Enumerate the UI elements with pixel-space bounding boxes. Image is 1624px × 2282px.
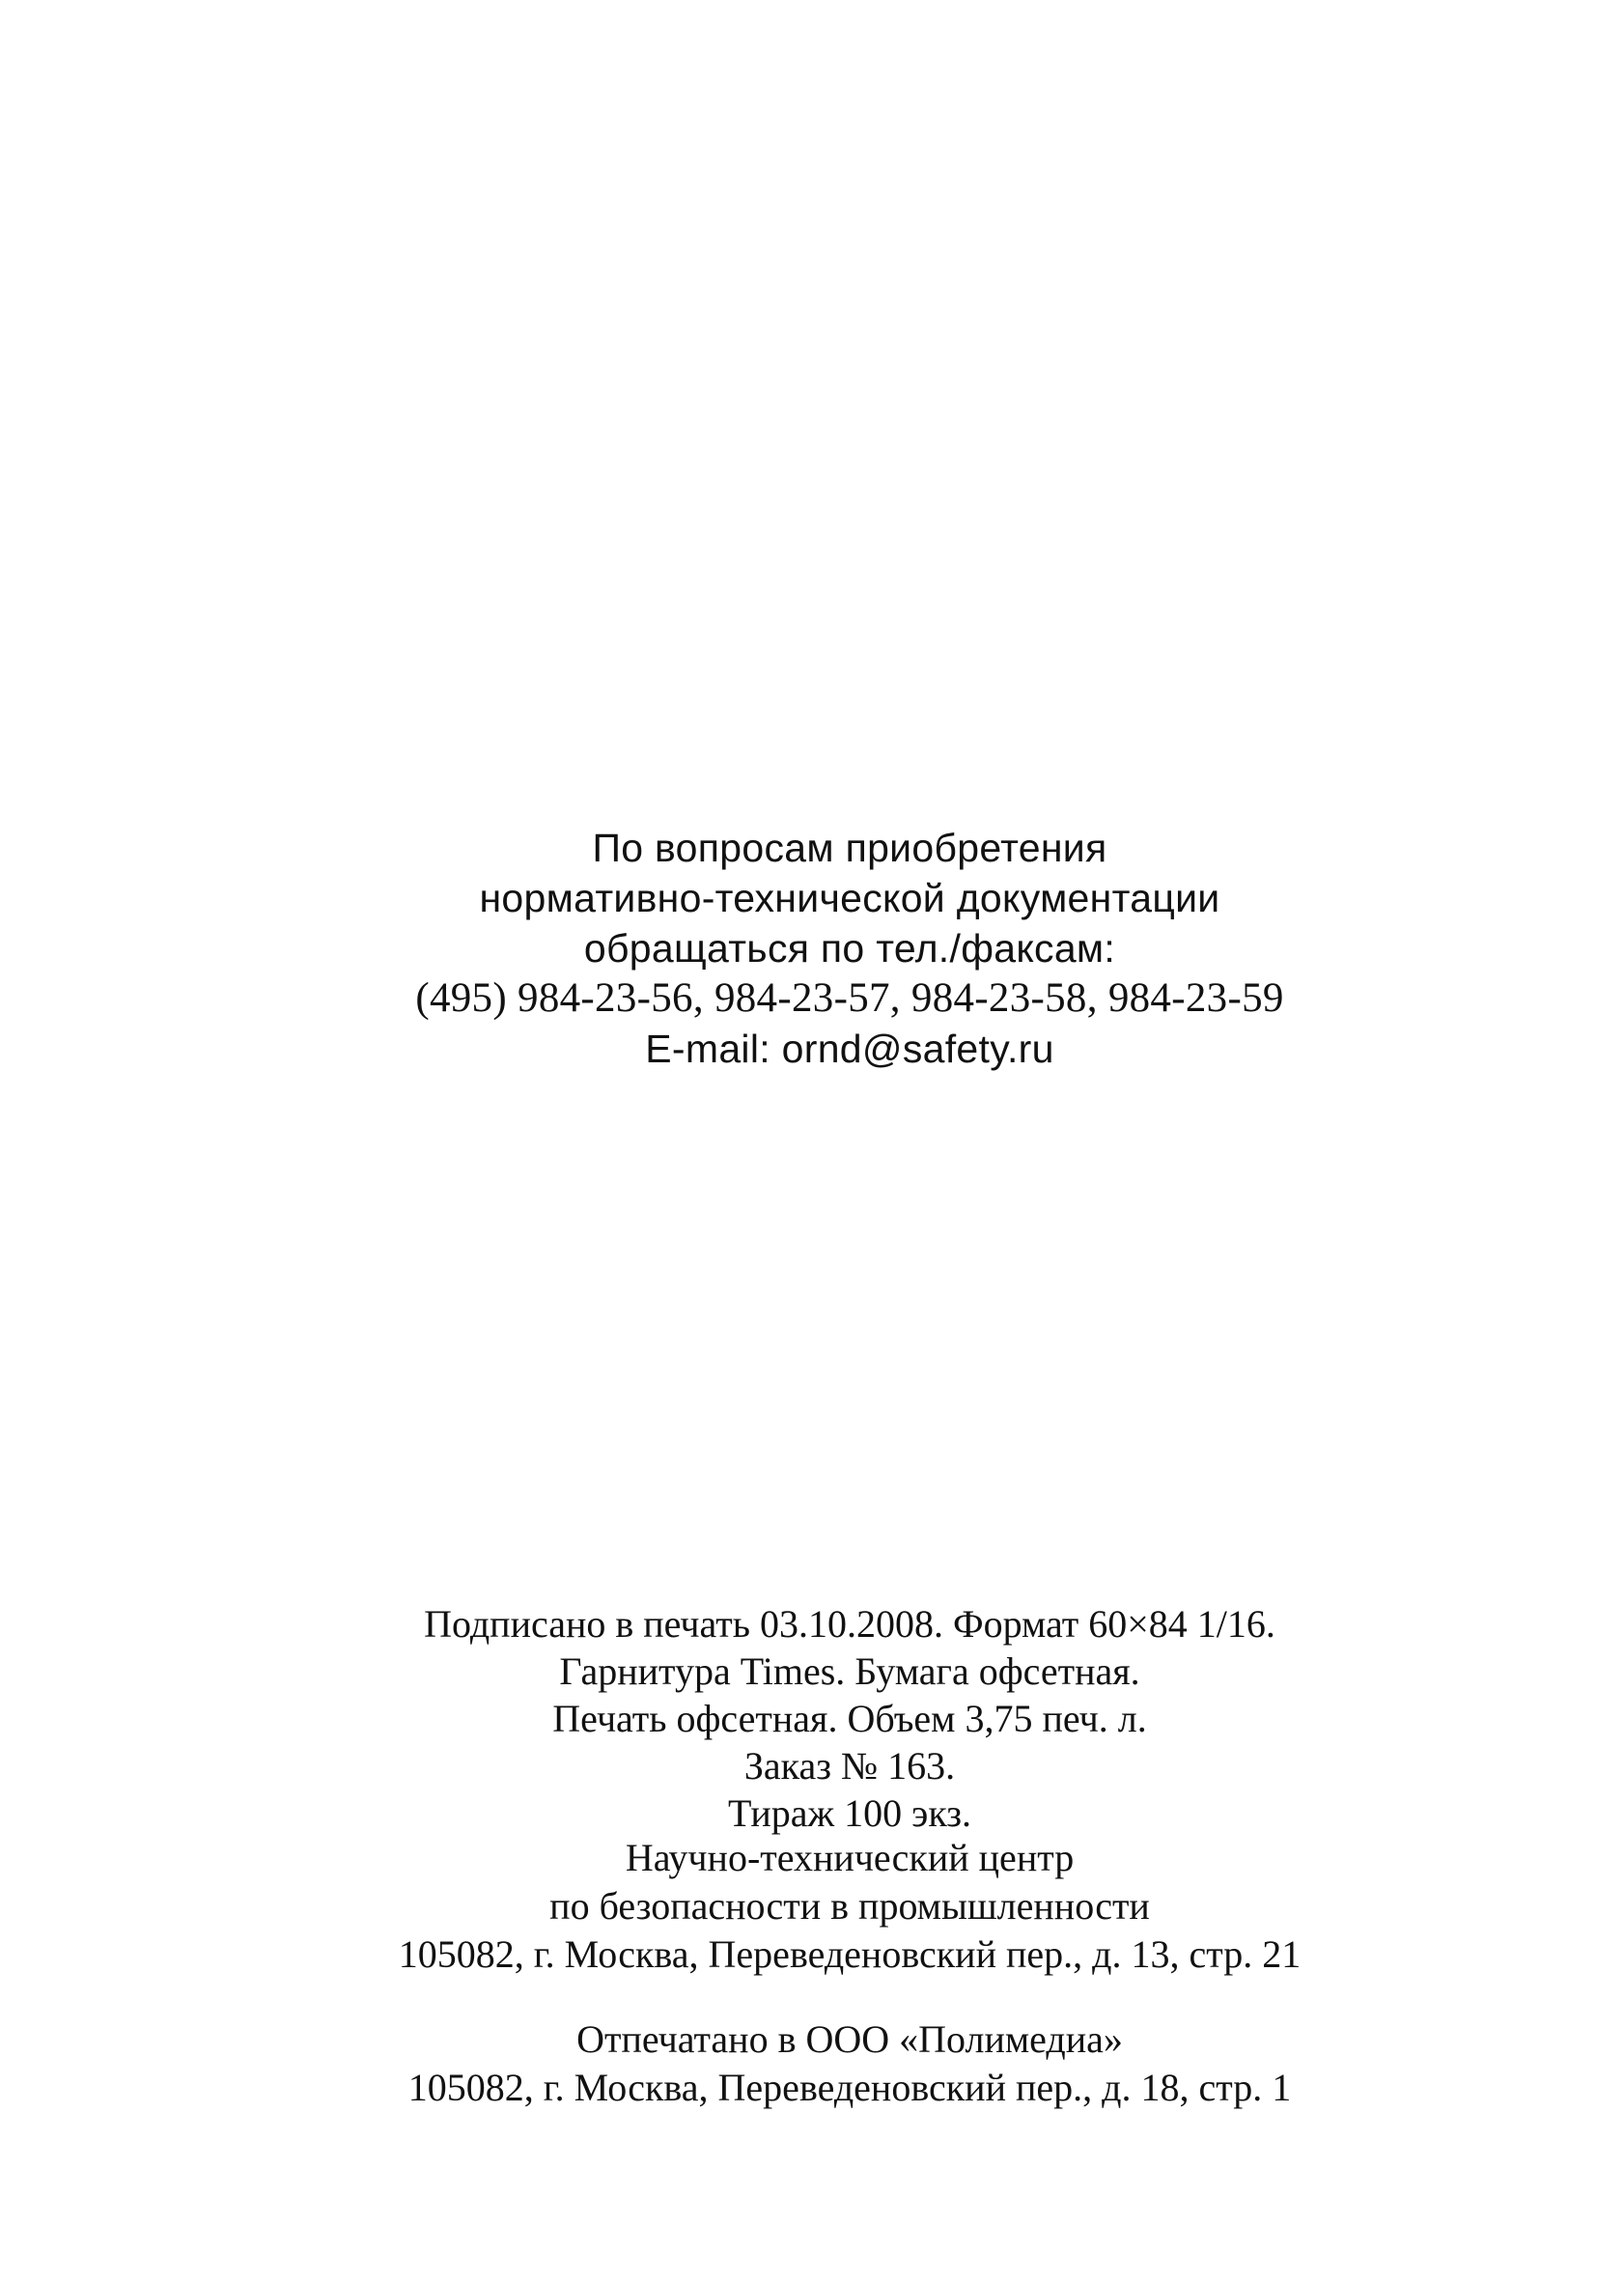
imprint-signed-format: Подписано в печать 03.10.2008. Формат 60×84 1/16. <box>424 1602 1275 1646</box>
publisher-block <box>0 1834 1624 1979</box>
contact-info-block <box>0 823 1624 1074</box>
publisher-name-line1: Научно-технический центр <box>625 1836 1075 1879</box>
imprint-order-number: Заказ № 163. <box>743 1744 956 1788</box>
contact-email: E-mail: ornd@safety.ru <box>645 1027 1054 1071</box>
publisher-address: 105082, г. Москва, Переведеновский пер., д. 13, стр. 21 <box>398 1932 1302 1976</box>
printer-address: 105082, г. Москва, Переведеновский пер., д. 18, стр. 1 <box>407 2066 1292 2109</box>
imprint-block <box>0 1600 1624 1837</box>
contact-phone-numbers: (495) 984-23-56, 984-23-57, 984-23-58, 984-23-59 <box>415 975 1284 1021</box>
imprint-print-run: Тираж 100 экз. <box>727 1791 972 1835</box>
imprint-typeface-paper: Гарнитура Times. Бумага офсетная. <box>559 1649 1140 1693</box>
printer-name: Отпечатано в ООО «Полимедиа» <box>576 2017 1123 2061</box>
publisher-name-line2: по безопасности в промышленности <box>549 1884 1150 1928</box>
contact-line-purchase: По вопросам приобретения <box>592 826 1107 870</box>
contact-line-phones-intro: обращаться по тел./факсам: <box>583 926 1116 971</box>
imprint-printing-volume: Печать офсетная. Объем 3,75 печ. л. <box>552 1697 1147 1740</box>
contact-line-documentation: нормативно-технической документации <box>479 876 1220 920</box>
printer-block <box>0 2015 1624 2112</box>
